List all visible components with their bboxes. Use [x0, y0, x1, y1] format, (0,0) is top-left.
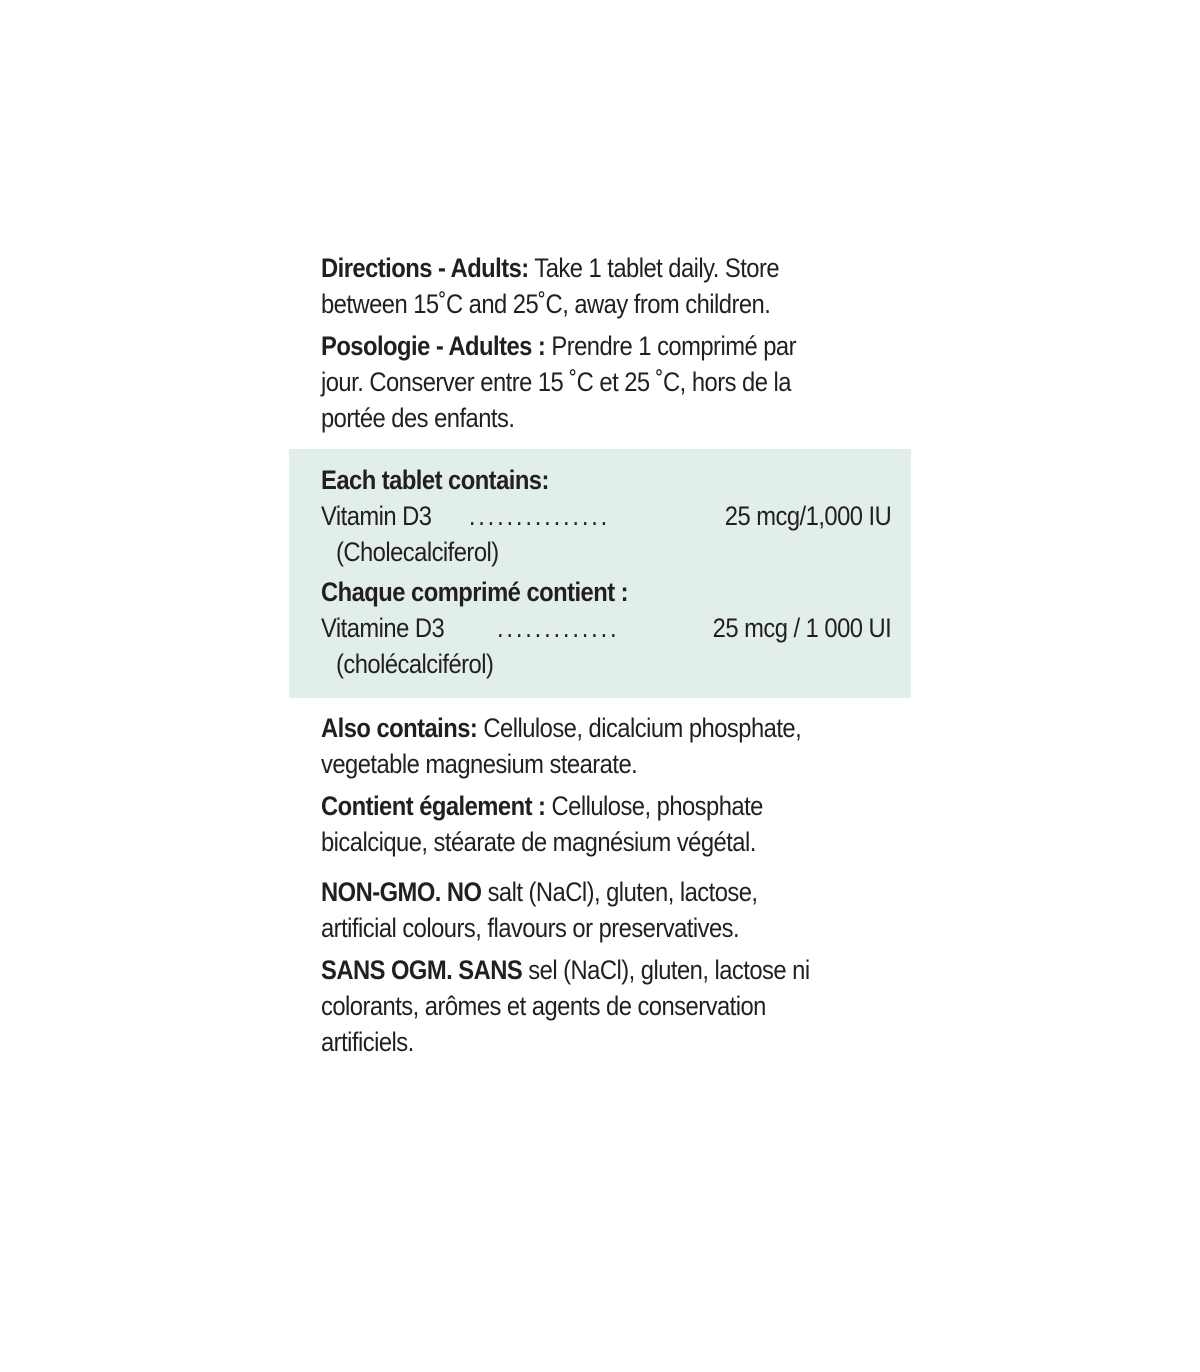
directions-fr-line3: portée des enfants.	[321, 403, 515, 433]
directions-section	[321, 250, 891, 436]
composition-fr-heading: Chaque comprimé contient :	[321, 577, 629, 607]
ingredient-amount-fr: 25 mcg / 1 000 UI	[712, 613, 892, 643]
free-from-en-heading: NON-GMO. NO	[321, 877, 482, 907]
other-ingredients-en	[321, 710, 891, 746]
composition-en-heading: Each tablet contains:	[321, 465, 549, 495]
ingredient-name-en: Vitamin D3	[321, 501, 432, 531]
directions-fr-heading: Posologie - Adultes :	[321, 331, 546, 361]
other-ingredients-section	[321, 710, 891, 860]
other-ingredients-en-text: Cellulose, dicalcium phosphate,	[477, 713, 802, 743]
free-from-en-line2: artificial colours, flavours or preservatives.	[321, 913, 740, 943]
composition-section	[321, 462, 891, 682]
directions-fr-line2: jour. Conserver entre 15 ˚C et 25 ˚C, hors de la	[321, 367, 791, 397]
free-from-fr	[321, 952, 891, 988]
free-from-section	[321, 874, 891, 1060]
free-from-fr-line3: artificiels.	[321, 1027, 414, 1057]
leader-dots-en: ...............	[468, 501, 611, 531]
ingredient-source-fr: (cholécalciférol)	[335, 649, 494, 679]
directions-en-heading: Directions - Adults:	[321, 253, 529, 283]
directions-en-line2: between 15˚C and 25˚C, away from children.	[321, 289, 771, 319]
free-from-fr-text: sel (NaCl), gluten, lactose ni	[522, 955, 810, 985]
ingredient-row-fr	[321, 610, 891, 646]
free-from-fr-heading: SANS OGM. SANS	[321, 955, 523, 985]
ingredient-amount-en: 25 mcg/1,000 IU	[724, 501, 892, 531]
other-ingredients-fr-line2: bicalcique, stéarate de magnésium végétal.	[321, 827, 756, 857]
free-from-en-text: salt (NaCl), gluten, lactose,	[481, 877, 758, 907]
leader-dots-fr: .............	[497, 613, 620, 643]
ingredient-row-en	[321, 498, 891, 534]
ingredient-source-en: (Cholecalciferol)	[335, 537, 499, 567]
other-ingredients-fr-heading: Contient également :	[321, 791, 546, 821]
directions-en-text: Take 1 tablet daily. Store	[528, 253, 780, 283]
directions-en	[321, 250, 891, 286]
other-ingredients-fr	[321, 788, 891, 824]
directions-fr-text: Prendre 1 comprimé par	[545, 331, 796, 361]
other-ingredients-fr-text: Cellulose, phosphate	[545, 791, 763, 821]
free-from-fr-line2: colorants, arômes et agents de conservation	[321, 991, 766, 1021]
other-ingredients-en-line2: vegetable magnesium stearate.	[321, 749, 638, 779]
other-ingredients-en-heading: Also contains:	[321, 713, 478, 743]
free-from-en	[321, 874, 891, 910]
directions-fr	[321, 328, 891, 364]
ingredient-name-fr: Vitamine D3	[321, 613, 445, 643]
